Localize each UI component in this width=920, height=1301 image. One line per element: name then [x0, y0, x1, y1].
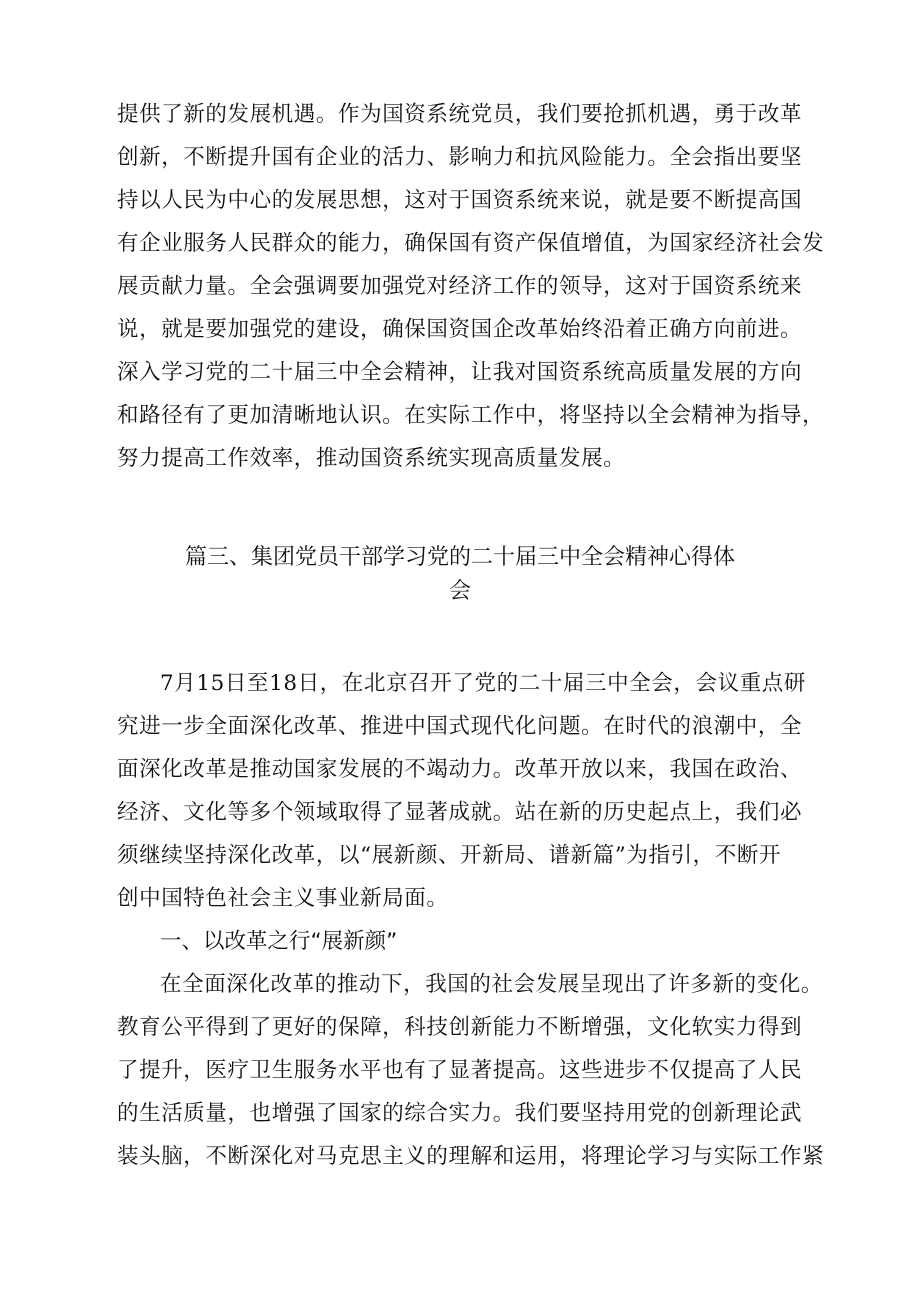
- paragraph-line: 创中国特色社会主义事业新局面。: [117, 886, 449, 911]
- paragraph-line: 了提升，医疗卫生服务水平也有了显著提高。这些进步不仅提高了人民: [117, 1058, 803, 1083]
- paragraph-line: 提供了新的发展机遇。作为国资系统党员，我们要抢抓机遇，勇于改革: [117, 102, 803, 127]
- paragraph-line: 面深化改革是推动国家发展的不竭动力。改革开放以来，我国在政治、: [117, 757, 803, 782]
- paragraph-line: 7月15日至18日，在北京召开了党的二十届三中全会，会议重点研: [160, 671, 806, 696]
- paragraph-line: 有企业服务人民群众的能力，确保国有资产保值增值，为国家经济社会发: [117, 231, 825, 256]
- paragraph-line: 经济、文化等多个领域取得了显著成就。站在新的历史起点上，我们必: [117, 800, 803, 825]
- paragraph-line: 努力提高工作效率，推动国资系统实现高质量发展。: [117, 446, 626, 471]
- paragraph-line: 究进一步全面深化改革、推进中国式现代化问题。在时代的浪潮中，全: [117, 714, 803, 739]
- paragraph-line: 须继续坚持深化改革，以“展新颜、开新局、谱新篇”为指引，不断开: [117, 843, 782, 868]
- paragraph-line: 教育公平得到了更好的保障，科技创新能力不断增强，文化软实力得到: [117, 1015, 803, 1040]
- paragraph-line: 和路径有了更加清晰地认识。在实际工作中，将坚持以全会精神为指导，: [117, 403, 825, 428]
- paragraph-line: 创新，不断提升国有企业的活力、影响力和抗风险能力。全会指出要坚: [117, 145, 803, 170]
- paragraph-line: 展贡献力量。全会强调要加强党对经济工作的领导，这对于国资系统来: [117, 274, 803, 299]
- paragraph-line: 深入学习党的二十届三中全会精神，让我对国资系统高质量发展的方向: [117, 360, 803, 385]
- paragraph-line: 在全面深化改革的推动下，我国的社会发展呈现出了许多新的变化。: [160, 972, 824, 997]
- paragraph-line: 持以人民为中心的发展思想，这对于国资系统来说，就是要不断提高国: [117, 188, 803, 213]
- paragraph-line: 说，就是要加强党的建设，确保国资国企改革始终沿着正确方向前进。: [117, 317, 803, 342]
- paragraph-line: 装头脑，不断深化对马克思主义的理解和运用，将理论学习与实际工作紧: [117, 1144, 825, 1169]
- section-title: 篇三、集团党员干部学习党的二十届三中全会精神心得体: [184, 545, 735, 570]
- section-title-continued: 会: [448, 579, 471, 604]
- paragraph-line: 的生活质量，也增强了国家的综合实力。我们要坚持用党的创新理论武: [117, 1101, 803, 1126]
- subheading: 一、以改革之行“展新颜”: [160, 929, 398, 954]
